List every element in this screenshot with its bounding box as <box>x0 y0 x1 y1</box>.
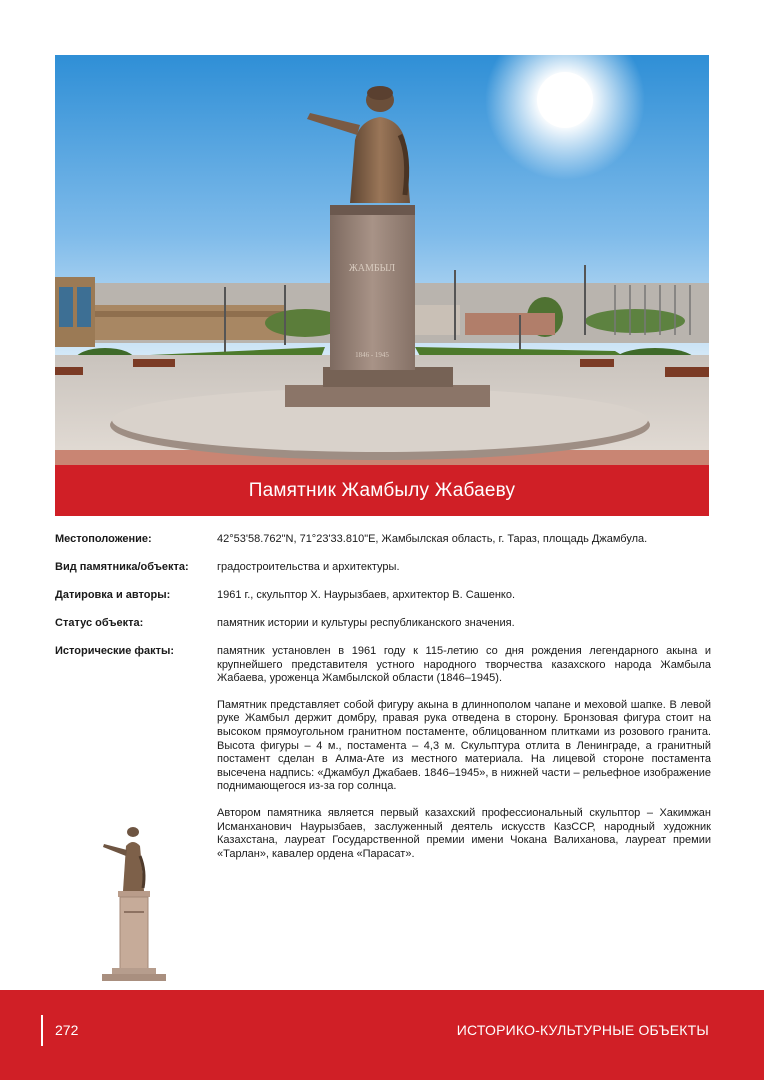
monument-photo-svg <box>55 55 709 465</box>
statue-sketch <box>80 816 180 986</box>
page-footer <box>0 990 764 1080</box>
page-number: 272 <box>55 1022 79 1038</box>
dating-value: 1961 г., скульптор Х. Наурызбаев, архитектор В. Сашенко. <box>217 589 516 601</box>
pedestal-inscription: ЖАМБЫЛ <box>348 263 396 274</box>
location-label: Местоположение: <box>55 533 152 545</box>
facts-paragraph: Автором памятника является первый казахский профессиональный скульптор – Хакимжан Исманханович Наурызбаев, заслуженный деятель искусств КазССР, народный художник Казахстана, лауреат Государственной премии имени Чокана Валиханова, лауреат премии «Тарлан», кавалер ордена «Парасат». <box>217 806 711 860</box>
pedestal-years: 1846 - 1945 <box>355 351 389 359</box>
status-label: Статус объекта: <box>55 617 144 629</box>
status-value: памятник истории и культуры республиканского значения. <box>217 617 515 629</box>
section-title: ИСТОРИКО-КУЛЬТУРНЫЕ ОБЪЕКТЫ <box>456 1022 709 1038</box>
status-row <box>55 617 711 645</box>
monument-photo <box>55 55 709 465</box>
location-row <box>55 533 711 561</box>
title-band <box>55 465 709 516</box>
footer-divider <box>41 1015 43 1046</box>
page-title: Памятник Жамбылу Жабаеву <box>248 479 516 501</box>
dating-label: Датировка и авторы: <box>55 589 171 601</box>
facts-paragraph: памятник установлен в 1961 году к 115-летию со дня рождения легендарного акына и крупнейшего представителя устного народного творчества казахского народа Жамбыла Жабаева, уроженца Жамбылской области (1846–1945). <box>217 645 711 685</box>
dating-row <box>55 589 711 617</box>
location-value: 42°53'58.762"N, 71°23'33.810"E, Жамбылская область, г. Тараз, площадь Джамбула. <box>217 533 648 545</box>
monument-info <box>55 533 711 861</box>
facts-label: Исторические факты: <box>55 645 175 657</box>
type-row <box>55 561 711 589</box>
facts-paragraph: Памятник представляет собой фигуру акына в длиннополом чапане и меховой шапке. В левой руке Жамбыл держит домбру, правая рука отведена в сторону. Бронзовая фигура стоит на высоком прямоугольном гранитном постаменте, облицованном плитками из розового гранита. Высота фигуры – 4 м., постамента – 4,3 м. Скульптура отлита в Ленинграде, а гранитный постамент сделан в Алма-Ате из местного материала. На лицевой стороне постамента высечена надпись: «Джамбул Джабаев. 1846–1945», в нижней части – рельефное изображение поднимающегося из-за гор солнца. <box>217 698 711 793</box>
statue-sketch-svg <box>80 816 180 986</box>
type-label: Вид памятника/объекта: <box>55 561 189 573</box>
facts-text <box>217 645 711 861</box>
type-value: градостроительства и архитектуры. <box>217 561 400 573</box>
